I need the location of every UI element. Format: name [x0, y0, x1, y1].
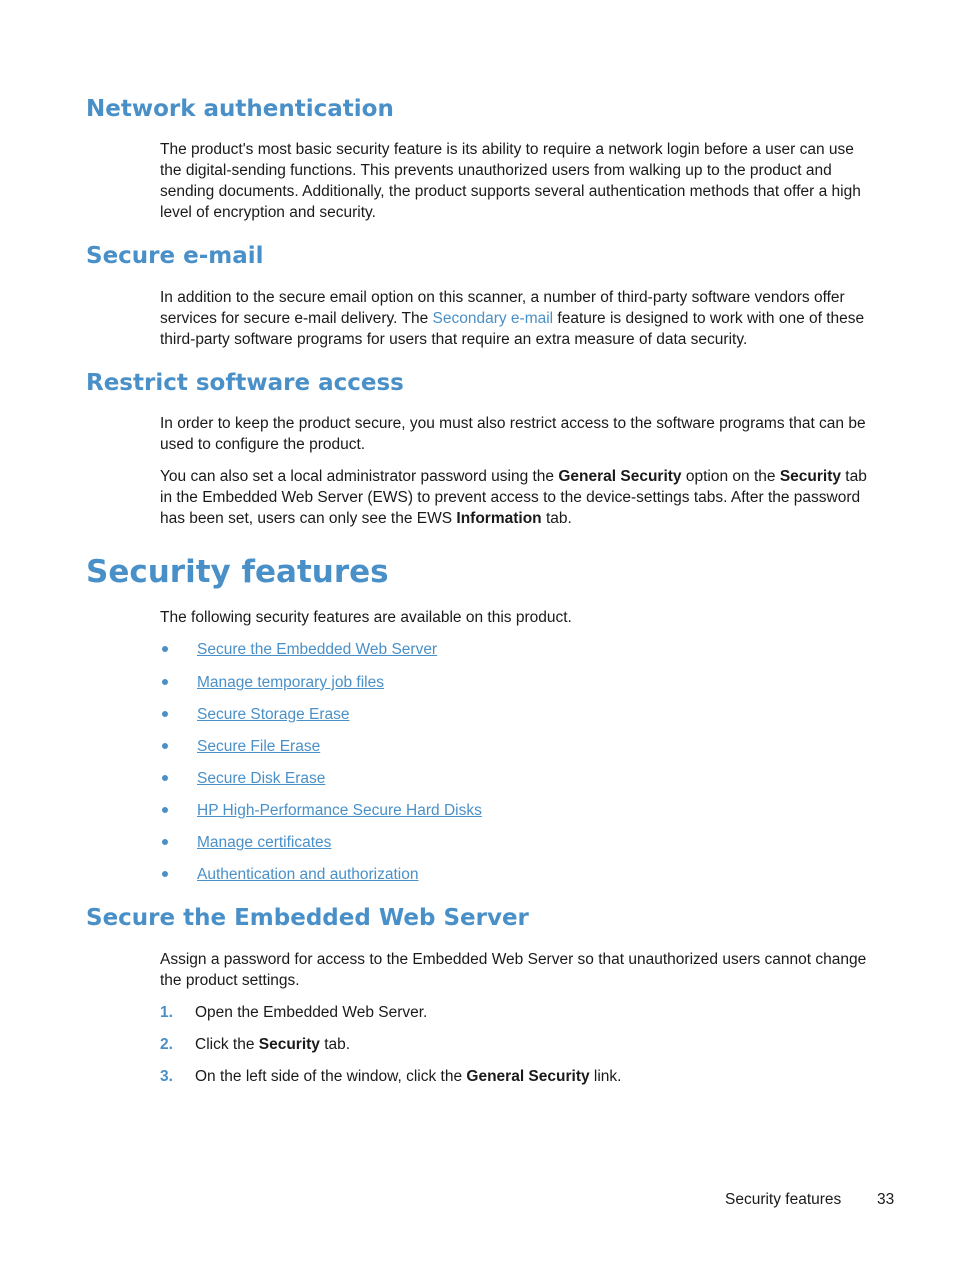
- link-secure-embedded-web-server[interactable]: Secure the Embedded Web Server: [197, 641, 438, 658]
- network-authentication-body: The product's most basic security feature is its ability to require a network login before a user can use the digital-sending functions. This prevents unauthorized users from walking up to the product and sending documents. Additionally, the product supports several authentication methods that offer a high level of encryption and security.: [160, 141, 861, 221]
- link-secure-storage-erase[interactable]: Secure Storage Erase: [197, 706, 350, 723]
- restrict-access-body-1: In order to keep the product secure, you must also restrict access to the software programs that can be used to configure the product.: [160, 415, 866, 453]
- bullet-icon: [162, 807, 168, 813]
- secure-ews-intro: Assign a password for access to the Embedded Web Server so that unauthorized users cannot change the product settings.: [160, 951, 867, 989]
- step-1: [160, 1002, 860, 1023]
- secure-email-text-b: feature is designed to work with one of these third-party software programs for users that require an extra measure of data security.: [160, 310, 865, 348]
- step-text-c: link.: [589, 1068, 622, 1085]
- secure-email-text-a: In addition to the secure email option on this scanner, a number of third-party software vendors offer services for secure e-mail delivery. The: [160, 289, 845, 327]
- link-hp-secure-hard-disks[interactable]: HP High-Performance Secure Hard Disks: [197, 802, 482, 819]
- restrict-text-security: Security: [779, 468, 841, 485]
- secure-email-body: [160, 287, 876, 350]
- link-manage-certificates[interactable]: Manage certificates: [197, 834, 332, 851]
- step-text: [195, 1066, 621, 1087]
- restrict-access-body-2: [160, 466, 876, 529]
- restrict-text-general-security: General Security: [558, 468, 682, 485]
- heading-network-authentication: Network authentication: [86, 96, 394, 122]
- step-text-bold: Security: [258, 1036, 320, 1053]
- link-secure-file-erase[interactable]: Secure File Erase: [197, 738, 321, 755]
- security-features-list: [162, 639, 862, 899]
- heading-restrict-software-access: Restrict software access: [86, 370, 404, 396]
- step-3: [160, 1066, 860, 1087]
- secondary-email-link[interactable]: Secondary e-mail: [432, 310, 554, 327]
- step-text-a: Open the Embedded Web Server.: [195, 1004, 428, 1021]
- restrict-text-g: tab.: [541, 510, 572, 527]
- bullet-icon: [162, 743, 168, 749]
- link-manage-temporary-job-files[interactable]: Manage temporary job files: [197, 674, 384, 691]
- heading-security-features: Security features: [86, 554, 389, 590]
- step-number: 3.: [160, 1068, 173, 1085]
- security-features-intro: The following security features are available on this product.: [160, 609, 572, 626]
- restrict-text-c: option on the: [681, 468, 780, 485]
- footer-section-title: Security features: [725, 1191, 842, 1208]
- bullet-icon: [162, 646, 168, 652]
- link-authentication-authorization[interactable]: Authentication and authorization: [197, 866, 419, 883]
- step-number: 1.: [160, 1004, 173, 1021]
- restrict-text-e: tab in the Embedded Web Server (EWS) to prevent access to the device-settings tabs. After the password has been set, users can only see the EWS: [160, 468, 867, 527]
- bullet-icon: [162, 775, 168, 781]
- bullet-icon: [162, 839, 168, 845]
- step-text-c: tab.: [319, 1036, 351, 1053]
- step-text: [195, 1034, 350, 1055]
- step-number: 2.: [160, 1036, 173, 1053]
- step-text-a: On the left side of the window, click the: [195, 1068, 467, 1085]
- restrict-text-a: You can also set a local administrator password using the: [160, 468, 559, 485]
- heading-secure-email: Secure e-mail: [86, 243, 264, 269]
- bullet-icon: [162, 871, 168, 877]
- step-text-a: Click the: [195, 1036, 259, 1053]
- page-number: 33: [877, 1191, 895, 1208]
- bullet-icon: [162, 711, 168, 717]
- step-text-bold: General Security: [466, 1068, 590, 1085]
- link-secure-disk-erase[interactable]: Secure Disk Erase: [197, 770, 326, 787]
- heading-secure-embedded-web-server: Secure the Embedded Web Server: [86, 905, 529, 931]
- step-text: [195, 1002, 427, 1023]
- step-2: [160, 1034, 860, 1055]
- restrict-text-information: Information: [456, 510, 542, 527]
- bullet-icon: [162, 679, 168, 685]
